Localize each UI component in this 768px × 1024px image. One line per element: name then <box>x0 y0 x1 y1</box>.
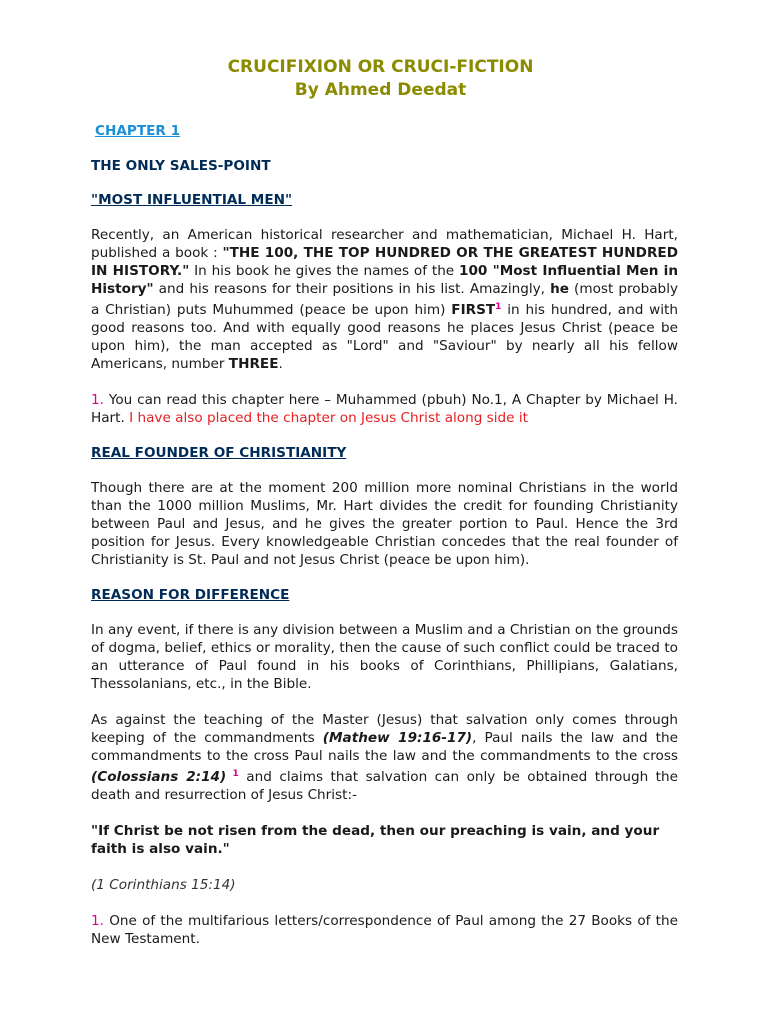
document-title: CRUCIFIXION OR CRUCI-FICTION <box>227 57 534 77</box>
title-block <box>83 56 678 102</box>
bold-run: he <box>550 281 569 297</box>
chapter-link[interactable]: CHAPTER 1 <box>95 123 181 139</box>
text-run: As against the teaching of the Master (Jesus) that salvation only comes through keeping of the commandments <box>91 712 678 746</box>
document-content <box>91 56 678 948</box>
footnote-text: One of the multifarious letters/correspondence of Paul among the 27 Books of the New Testament. <box>91 913 678 947</box>
footnote-number: 1. <box>91 392 104 408</box>
heading-founder-wrap <box>91 445 678 461</box>
bold-run: THREE <box>228 356 279 372</box>
heading-reason: REASON FOR DIFFERENCE <box>91 587 290 603</box>
paragraph-hart <box>91 226 678 373</box>
text-run: in his hundred, and with good reasons too. And with equally good reasons he places Jesus Christ (peace be upon him), the man accepted as "Lord" and "Saviour" by nearly all his fellow Americans, number <box>91 302 679 372</box>
scripture-ref: (Mathew 19:16-17) <box>322 730 473 746</box>
bold-run: FIRST <box>451 302 496 318</box>
paragraph-founder: Though there are at the moment 200 million more nominal Christians in the world than the 1000 million Muslims, Mr. Hart divides the credit for founding Christianity between Paul and Jesus, and he gives the greater portion to Paul. Hence the 3rd position for Jesus. Every knowledgeable Christian concedes that the real founder of Christianity is St. Paul and not Jesus Christ (peace be upon him). <box>91 480 678 568</box>
footnote-number: 1. <box>91 913 104 929</box>
document-author: By Ahmed Deedat <box>294 80 467 100</box>
heading-reason-wrap <box>91 587 678 603</box>
scripture-ref: (Colossians 2:14) <box>91 769 227 785</box>
heading-founder: REAL FOUNDER OF CHRISTIANITY <box>91 445 347 461</box>
heading-sales-point: THE ONLY SALES-POINT <box>91 158 271 174</box>
scripture-quote: "If Christ be not risen from the dead, then our preaching is vain, and your faith is also vain." <box>91 823 660 857</box>
text-run: . <box>278 356 283 372</box>
footnote-red-text: I have also placed the chapter on Jesus Christ along side it <box>129 410 528 426</box>
chapter-heading-wrap <box>91 123 678 139</box>
paragraph-division: In any event, if there is any division between a Muslim and a Christian on the grounds of dogma, belief, ethics or morality, then the cause of such conflict could be traced to an utterance of Paul found in his books of Corinthians, Phillipians, Galatians, Thessolanians, etc., in the Bible. <box>91 622 678 692</box>
footnote-marker[interactable]: 1 <box>495 302 502 312</box>
text-run: and claims that salvation can only be obtained through the death and resurrection of Jesus Christ:- <box>91 769 678 803</box>
heading-influential-wrap <box>91 192 678 208</box>
footnote-marker[interactable]: 1 <box>226 769 239 779</box>
text-run: In his book he gives the names of the <box>189 263 459 279</box>
bold-run: 100 "Most Influential Men in History" <box>91 263 678 297</box>
paragraph-teaching <box>91 711 678 804</box>
heading-influential: "MOST INFLUENTIAL MEN" <box>91 192 293 208</box>
text-run: , Paul nails the law and the commandments to the cross Paul nails the law and the commandments to the cross <box>91 730 678 764</box>
footnote-1 <box>91 391 678 427</box>
footnote-text: You can read this chapter here – Muhammed (pbuh) No.1, A Chapter by Michael H. Hart. <box>91 392 678 426</box>
quote-reference: (1 Corinthians 15:14) <box>91 877 236 893</box>
text-run: (most probably a Christian) puts Muhummed (peace be upon him) <box>91 281 679 318</box>
footnote-2 <box>91 912 678 948</box>
text-run: Recently, an American historical researcher and mathematician, Michael H. Hart, published a book : <box>91 227 678 261</box>
bold-run: "THE 100, THE TOP HUNDRED OR THE GREATEST HUNDRED IN HISTORY." <box>91 245 679 279</box>
text-run: and his reasons for their positions in his list. Amazingly, <box>153 281 551 297</box>
